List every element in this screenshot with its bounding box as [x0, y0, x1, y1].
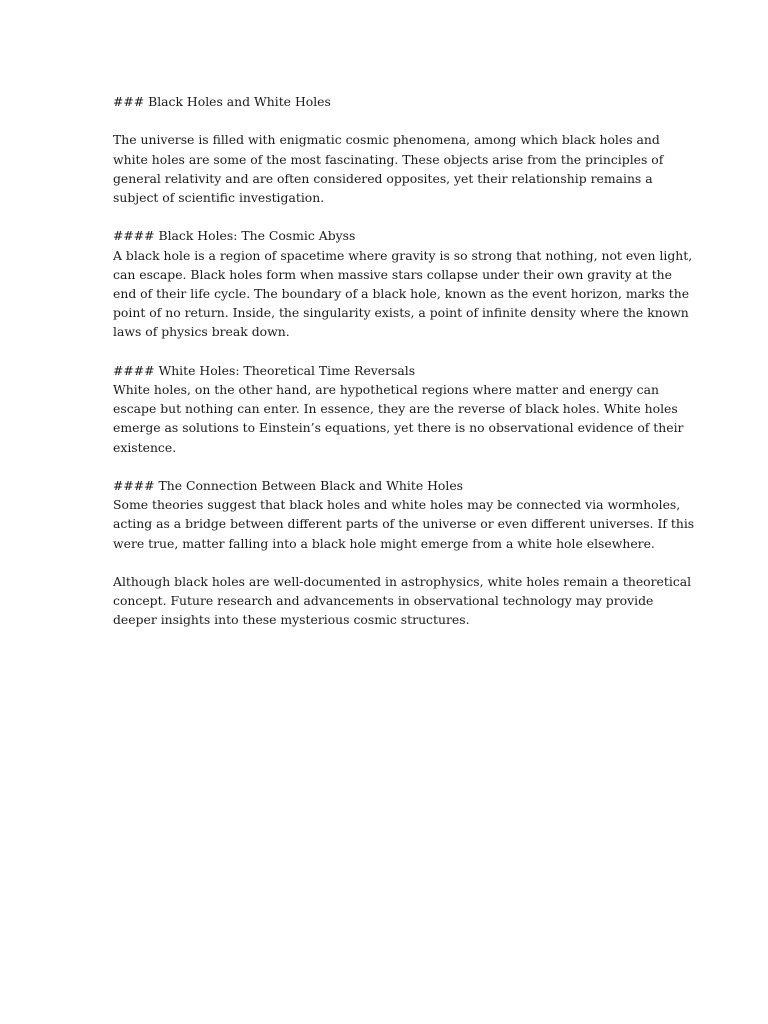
text-line: Some theories suggest that black holes and white holes may be connected via wormholes, — [113, 497, 681, 513]
section-heading: #### Black Holes: The Cosmic Abyss — [113, 228, 356, 244]
text-line: were true, matter falling into a black hole might emerge from a white hole elsewhere. — [113, 535, 655, 551]
text-line: end of their life cycle. The boundary of a black hole, known as the event horizon, marks the — [113, 286, 690, 301]
document-title: ### Black Holes and White Holes — [113, 94, 331, 109]
text-line: white holes are some of the most fascinating. These objects arise from the principles of — [113, 151, 664, 167]
text-line: existence. — [113, 439, 177, 455]
paragraph-gap — [113, 457, 658, 476]
text-line: point of no return. Inside, the singularity exists, a point of infinite density where the known — [113, 305, 689, 321]
paragraph-gap — [113, 342, 658, 361]
text-line: Although black holes are well-documented in astrophysics, white holes remain a theoretical — [113, 574, 692, 589]
section-white-holes — [113, 361, 684, 457]
paragraph-gap — [113, 111, 658, 130]
text-line: subject of scientific investigation. — [113, 190, 325, 205]
text-line: deeper insights into these mysterious cosmic structures. — [113, 612, 470, 628]
paragraph-gap — [113, 207, 658, 226]
text-line: laws of physics break down. — [113, 324, 290, 340]
section-connection — [113, 476, 695, 553]
text-line: concept. Future research and advancements in observational technology may provide — [113, 593, 654, 609]
text-line: White holes, on the other hand, are hypothetical regions where matter and energy can — [113, 382, 659, 397]
text-line: acting as a bridge between different parts of the universe or even different universes. If this — [113, 516, 695, 532]
text-line: escape but nothing can enter. In essence, they are the reverse of black holes. White holes — [113, 401, 678, 417]
section-heading: #### The Connection Between Black and White Holes — [113, 478, 464, 493]
paragraph-gap — [113, 553, 658, 572]
intro-paragraph — [113, 130, 664, 207]
section-black-holes — [113, 226, 693, 341]
text-line: emerge as solutions to Einstein’s equations, yet there is no observational evidence of their — [113, 420, 684, 436]
text-line: The universe is filled with enigmatic cosmic phenomena, among which black holes and — [113, 132, 660, 148]
document-body — [113, 92, 695, 630]
conclusion-paragraph — [113, 572, 692, 630]
section-heading: #### White Holes: Theoretical Time Reversals — [113, 362, 416, 378]
text-line: can escape. Black holes form when massive stars collapse under their own gravity at the — [113, 266, 672, 282]
text-line: A black hole is a region of spacetime where gravity is so strong that nothing, not even light, — [113, 247, 693, 263]
text-line: general relativity and are often considered opposites, yet their relationship remains a — [113, 170, 653, 186]
